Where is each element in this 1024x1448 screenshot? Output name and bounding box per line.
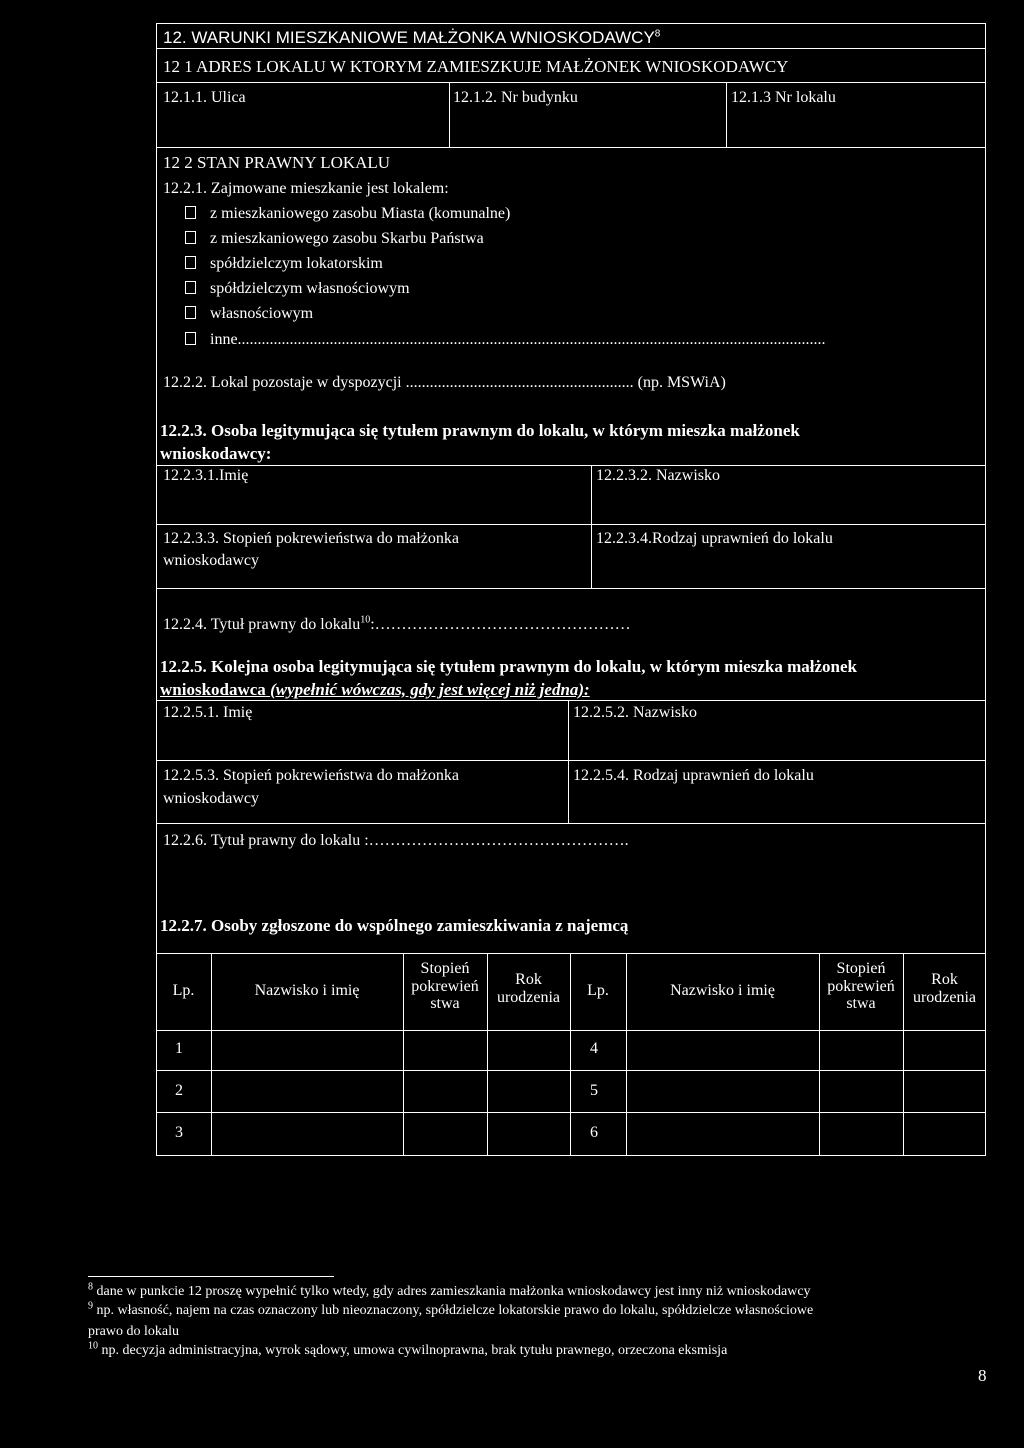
option-label: własnościowym bbox=[210, 305, 314, 322]
checkbox-icon[interactable] bbox=[185, 281, 196, 294]
heading-text: wnioskodawca bbox=[160, 680, 266, 699]
building-label: 12.1.2. Nr budynku bbox=[453, 89, 578, 106]
footnote-number: 8 bbox=[88, 1281, 93, 1293]
person2-title-label: 12.2.6. Tytuł prawny do lokalu :…………………………………………. bbox=[163, 832, 629, 849]
col-name-right: Nazwisko i imię bbox=[670, 982, 775, 999]
divider bbox=[156, 760, 986, 761]
person2-relation-label-cont: wnioskodawcy bbox=[163, 790, 259, 807]
row-number: 6 bbox=[590, 1124, 598, 1141]
col-year-right bbox=[903, 971, 986, 1006]
option-state-treasury[interactable] bbox=[185, 230, 484, 248]
header-line: pokrewień bbox=[827, 977, 895, 995]
option-other[interactable] bbox=[185, 331, 826, 349]
option-label: spółdzielczym lokatorskim bbox=[210, 255, 383, 272]
col-name: Nazwisko i imię bbox=[254, 982, 360, 999]
option-coop-tenant[interactable] bbox=[185, 255, 383, 273]
divider bbox=[449, 82, 450, 147]
row-number: 4 bbox=[590, 1040, 598, 1057]
divider bbox=[156, 953, 986, 954]
divider bbox=[156, 524, 986, 525]
footnote-text: np. decyzja administracyjna, wyrok sądowy, umowa cywilnoprawna, brak tytułu prawnego, orzeczona eksmisja bbox=[101, 1343, 728, 1358]
col-relation bbox=[403, 960, 487, 1013]
person2-last-name-label: 12.2.5.2. Nazwisko bbox=[573, 704, 697, 721]
header-line: Stopień bbox=[420, 960, 470, 977]
title-dots: :………………………………………… bbox=[370, 616, 631, 633]
checkbox-icon[interactable] bbox=[185, 306, 196, 319]
footnote bbox=[88, 1300, 814, 1318]
divider bbox=[156, 1070, 986, 1071]
option-label: inne................................................................................................................................................... bbox=[210, 331, 826, 348]
person1-relation-label-cont: wnioskodawcy bbox=[163, 552, 259, 569]
person1-heading: 12.2.3. Osoba legitymująca się tytułem prawnym do lokalu, w którym mieszka małżonek bbox=[160, 421, 800, 440]
checkbox-icon[interactable] bbox=[185, 256, 196, 269]
header-line: stwa bbox=[430, 995, 460, 1013]
option-label: z mieszkaniowego zasobu Miasta (komunalne) bbox=[210, 205, 511, 222]
header-line: urodzenia bbox=[912, 988, 977, 1006]
footnote-number: 9 bbox=[88, 1300, 93, 1312]
divider bbox=[156, 1112, 986, 1113]
title-label-text: 12.2.4. Tytuł prawny do lokalu bbox=[163, 616, 361, 633]
person1-relation-label: 12.2.3.3. Stopień pokrewieństwa do małżonka bbox=[163, 530, 459, 547]
col-year bbox=[487, 971, 570, 1006]
person1-first-name-label: 12.2.3.1.Imię bbox=[163, 467, 249, 484]
row-number: 5 bbox=[590, 1082, 598, 1099]
divider bbox=[156, 465, 986, 466]
footnote-ref: 8 bbox=[654, 28, 661, 40]
occupied-label: 12.2.1. Zajmowane mieszkanie jest lokalem: bbox=[163, 180, 449, 197]
person1-rights-label: 12.2.3.4.Rodzaj uprawnień do lokalu bbox=[596, 530, 833, 547]
address-heading: 12 1 ADRES LOKALU W KTORYM ZAMIESZKUJE MAŁŻONEK WNIOSKODAWCY bbox=[163, 57, 789, 76]
person2-rights-label: 12.2.5.4. Rodzaj uprawnień do lokalu bbox=[573, 767, 814, 784]
person2-heading-cont bbox=[160, 680, 590, 700]
divider bbox=[156, 82, 986, 83]
footnote-ref: 10 bbox=[360, 614, 371, 626]
street-label: 12.1.1. Ulica bbox=[163, 89, 246, 106]
divider bbox=[156, 700, 986, 701]
divider bbox=[591, 465, 592, 588]
row-number: 2 bbox=[175, 1082, 183, 1099]
cohabitants-heading: 12.2.7. Osoby zgłoszone do wspólnego zamieszkiwania z najemcą bbox=[160, 916, 629, 935]
divider bbox=[156, 588, 986, 589]
footnote-cont: prawo do lokalu bbox=[88, 1324, 179, 1339]
footnote bbox=[88, 1340, 728, 1358]
divider bbox=[156, 1030, 986, 1031]
option-municipal[interactable] bbox=[185, 205, 510, 223]
checkbox-icon[interactable] bbox=[185, 231, 196, 244]
person2-heading: 12.2.5. Kolejna osoba legitymująca się tytułem prawnym do lokalu, w którym mieszka małżonek bbox=[160, 657, 857, 676]
person2-first-name-label: 12.2.5.1. Imię bbox=[163, 704, 253, 721]
divider bbox=[568, 700, 569, 823]
footnote-text: dane w punkcie 12 proszę wypełnić tylko wtedy, gdy adres zamieszkania małżonka wnioskodawcy jest inny niż wnioskodawcy bbox=[96, 1284, 811, 1299]
divider bbox=[726, 82, 727, 147]
footnote-text: np. własność, najem na czas oznaczony lub nieoznaczony, spółdzielcze lokatorskie prawo do lokalu, spółdzielcze własnościowe bbox=[96, 1303, 814, 1318]
disposal-label: 12.2.2. Lokal pozostaje w dyspozycji ......................................................... (np. MSWiA) bbox=[163, 374, 726, 391]
checkbox-icon[interactable] bbox=[185, 206, 196, 219]
section-title bbox=[163, 28, 660, 48]
footnote-number: 10 bbox=[88, 1340, 98, 1352]
legal-heading: 12 2 STAN PRAWNY LOKALU bbox=[163, 153, 391, 172]
header-line: pokrewień bbox=[411, 977, 479, 995]
section-title-text: 12. WARUNKI MIESZKANIOWE MAŁŻONKA WNIOSKODAWCY bbox=[163, 28, 655, 47]
header-line: Stopień bbox=[836, 960, 886, 977]
person1-title-label bbox=[163, 616, 631, 634]
header-line: Rok bbox=[931, 971, 958, 988]
footnote bbox=[88, 1281, 811, 1299]
option-label: spółdzielczym własnościowym bbox=[210, 280, 410, 297]
divider bbox=[156, 823, 986, 824]
page-number: 8 bbox=[978, 1366, 987, 1385]
option-ownership[interactable] bbox=[185, 305, 313, 323]
person2-relation-label: 12.2.5.3. Stopień pokrewieństwa do małżonka bbox=[163, 767, 459, 784]
row-number: 3 bbox=[175, 1124, 183, 1141]
checkbox-icon[interactable] bbox=[185, 332, 196, 345]
divider bbox=[156, 48, 986, 49]
col-relation-right bbox=[819, 960, 903, 1013]
option-label: z mieszkaniowego zasobu Skarbu Państwa bbox=[210, 230, 484, 247]
row-number: 1 bbox=[175, 1040, 183, 1057]
divider bbox=[156, 147, 986, 148]
person1-heading-cont: wnioskodawcy: bbox=[160, 444, 272, 463]
header-line: stwa bbox=[846, 995, 876, 1013]
person1-last-name-label: 12.2.3.2. Nazwisko bbox=[596, 467, 720, 484]
footnote-separator bbox=[88, 1276, 334, 1277]
option-coop-ownership[interactable] bbox=[185, 280, 410, 298]
header-line: urodzenia bbox=[496, 988, 561, 1006]
col-lp: Lp. bbox=[172, 982, 195, 999]
heading-note: (wypełnić wówczas, gdy jest więcej niż jedna): bbox=[270, 680, 590, 699]
col-lp-right: Lp. bbox=[587, 982, 609, 999]
header-line: Rok bbox=[515, 971, 542, 988]
unit-label: 12.1.3 Nr lokalu bbox=[731, 89, 836, 106]
